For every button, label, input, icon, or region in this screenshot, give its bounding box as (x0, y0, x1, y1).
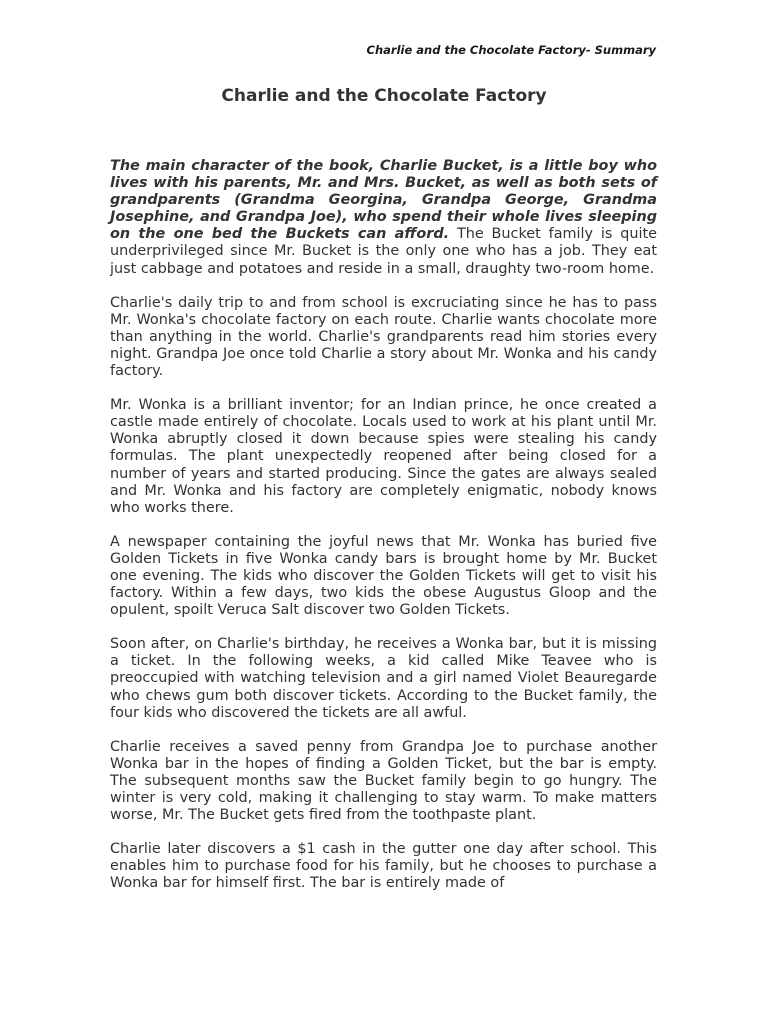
paragraph-2: Charlie's daily trip to and from school is excruciating since he has to pass Mr. Wonka's chocolate factory on each route. Charlie wants chocolate more than anything in the world. Charlie's grandparents read him stories every night. Grandpa Joe once told Charlie a story about Mr. Wonka and his candy factory. (110, 294, 657, 380)
paragraph-3: Mr. Wonka is a brilliant inventor; for an Indian prince, he once created a castle made entirely of chocolate. Locals used to work at his plant until Mr. Wonka abruptly closed it down because spies were stealing his candy formulas. The plant unexpectedly reopened after being closed for a number of years and started producing. Since the gates are always sealed and Mr. Wonka and his factory are completely enigmatic, nobody knows who works there. (110, 397, 657, 516)
paragraph-1-lead: The main character of the book, Charlie Bucket, is a little boy who lives with his parents, Mr. and Mrs. Bucket, as well as both sets of grandparents (Grandma Georgina, Grandpa George, Grandma Josephine, and Grandpa Joe), who spend their whole lives sleeping on the one bed the Buckets can afford. (110, 158, 657, 243)
paragraph-1-text: The Bucket family is quite underprivileged since Mr. Bucket is the only one who has a job. They eat just cabbage and potatoes and reside in a small, draughty two-room home. (110, 226, 657, 277)
paragraph-6: Charlie receives a saved penny from Grandpa Joe to purchase another Wonka bar in the hopes of finding a Golden Ticket, but the bar is empty. The subsequent months saw the Bucket family begin to go hungry. The winter is very cold, making it challenging to stay warm. To make matters worse, Mr. The Bucket gets fired from the toothpaste plant. (110, 738, 657, 824)
document-title: Charlie and the Chocolate Factory (221, 86, 547, 106)
paragraph-1 (110, 158, 657, 278)
document-body (110, 158, 657, 909)
paragraph-5: Soon after, on Charlie's birthday, he receives a Wonka bar, but it is missing a ticket. In the following weeks, a kid called Mike Teavee who is preoccupied with watching television and a girl named Violet Beauregarde who chews gum both discover tickets. According to the Bucket family, the four kids who discovered the tickets are all awful. (110, 636, 657, 721)
running-header: Charlie and the Chocolate Factory- Summary (366, 43, 656, 57)
paragraph-7: Charlie later discovers a $1 cash in the gutter one day after school. This enables him to purchase food for his family, but he chooses to purchase a Wonka bar for himself first. The bar is entirely made of (110, 841, 657, 892)
paragraph-4: A newspaper containing the joyful news that Mr. Wonka has buried five Golden Tickets in five Wonka candy bars is brought home by Mr. Bucket one evening. The kids who discover the Golden Tickets will get to visit his factory. Within a few days, two kids the obese Augustus Gloop and the opulent, spoilt Veruca Salt discover two Golden Tickets. (110, 533, 657, 619)
